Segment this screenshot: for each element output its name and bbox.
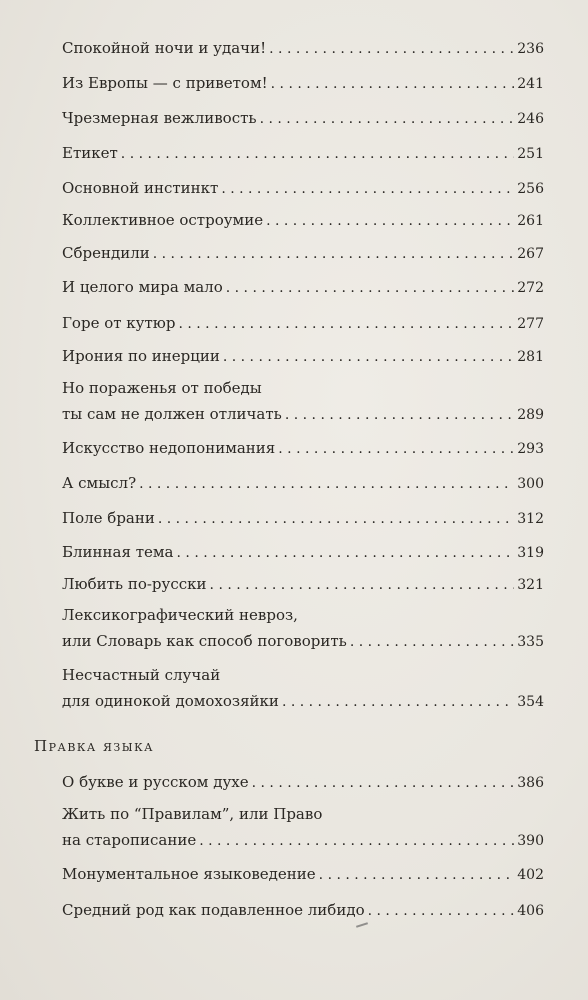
toc-entry-title-line: Жить по “Правилам”, или Право bbox=[62, 805, 323, 823]
dot-leader bbox=[368, 901, 515, 921]
toc-entry bbox=[62, 378, 544, 425]
toc-entry-page: 261 bbox=[517, 213, 544, 229]
toc-entry-page: 281 bbox=[517, 349, 544, 365]
toc-entry bbox=[62, 73, 544, 94]
toc-entry-title: Ирония по инерции bbox=[62, 347, 220, 365]
dot-leader bbox=[121, 144, 514, 164]
toc-entry-title: Монументальное языковедение bbox=[62, 865, 316, 883]
toc-entry-page: 267 bbox=[517, 246, 544, 262]
toc-entry-title: Средний род как подавленное либидо bbox=[62, 901, 365, 919]
dot-leader bbox=[226, 278, 515, 298]
toc-entry bbox=[62, 277, 544, 298]
toc-entry-page: 335 bbox=[517, 634, 544, 650]
toc-entry bbox=[62, 313, 544, 334]
dot-leader bbox=[158, 509, 514, 529]
toc-entry-page: 256 bbox=[517, 181, 544, 197]
toc-entry bbox=[62, 508, 544, 529]
dot-leader bbox=[350, 632, 514, 652]
toc-entry-page: 236 bbox=[517, 41, 544, 57]
toc-entry bbox=[62, 108, 544, 129]
section-heading: Правка языка bbox=[34, 737, 154, 755]
toc-entry-title: Любить по-русски bbox=[62, 575, 207, 593]
toc-entry-page: 312 bbox=[517, 511, 544, 527]
dot-leader bbox=[223, 347, 514, 367]
dot-leader bbox=[139, 474, 514, 494]
toc-entry bbox=[62, 665, 544, 712]
toc-entry-page: 386 bbox=[517, 775, 544, 791]
toc-entry-page: 241 bbox=[517, 76, 544, 92]
toc-entry bbox=[62, 178, 544, 199]
toc-entry-title-line: Лексикографический невроз, bbox=[62, 606, 298, 624]
dot-leader bbox=[221, 179, 514, 199]
toc-entry-page: 402 bbox=[517, 867, 544, 883]
toc-entry-title: Искусство недопонимания bbox=[62, 439, 276, 457]
toc-entry-page: 246 bbox=[517, 111, 544, 127]
toc-entry-title: Из Европы — с приветом! bbox=[62, 74, 268, 92]
toc-entry-page: 390 bbox=[517, 833, 544, 849]
toc-entry bbox=[62, 900, 544, 921]
toc-entry bbox=[62, 605, 544, 652]
toc-entry-page: 289 bbox=[517, 407, 544, 423]
toc-entry-page: 354 bbox=[517, 694, 544, 710]
toc-entry-page: 321 bbox=[517, 577, 544, 593]
toc-entry-title: Горе от кутюр bbox=[62, 314, 176, 332]
toc-entry-title: Блинная тема bbox=[62, 543, 174, 561]
toc-entry bbox=[62, 864, 544, 885]
dot-leader bbox=[153, 244, 515, 264]
toc-entry-title-line: ты сам не должен отличать bbox=[62, 405, 282, 423]
toc-entry bbox=[62, 473, 544, 494]
dot-leader bbox=[210, 575, 515, 595]
dot-leader bbox=[252, 773, 515, 793]
toc-entry-title: Етикет bbox=[62, 144, 118, 162]
dot-leader bbox=[178, 314, 514, 334]
dot-leader bbox=[319, 865, 515, 885]
toc-entry bbox=[62, 210, 544, 231]
dot-leader bbox=[177, 543, 515, 563]
toc-entry-title: Основной инстинкт bbox=[62, 179, 219, 197]
dot-leader bbox=[269, 39, 514, 59]
toc-entry-title: Спокойной ночи и удачи! bbox=[62, 39, 267, 57]
toc-entry-page: 272 bbox=[517, 280, 544, 296]
toc-entry-title: Поле брани bbox=[62, 509, 155, 527]
toc-entry-title: О букве и русском духе bbox=[62, 773, 249, 791]
toc-entry bbox=[62, 38, 544, 59]
toc-entry-page: 251 bbox=[517, 146, 544, 162]
toc-entry-title-line: Но пораженья от победы bbox=[62, 379, 262, 397]
toc-entry bbox=[62, 243, 544, 264]
toc-entry bbox=[62, 143, 544, 164]
toc-entry-title-line: или Словарь как способ поговорить bbox=[62, 632, 347, 650]
toc-entry-page: 293 bbox=[517, 441, 544, 457]
toc-entry-page: 319 bbox=[517, 545, 544, 561]
dot-leader bbox=[271, 74, 515, 94]
toc-entry-title-line: Несчастный случай bbox=[62, 666, 221, 684]
toc-entry-page: 406 bbox=[517, 903, 544, 919]
toc-entry bbox=[62, 542, 544, 563]
dot-leader bbox=[199, 831, 514, 851]
pencil-mark bbox=[356, 922, 368, 928]
toc-entry bbox=[62, 574, 544, 595]
toc-entry bbox=[62, 804, 544, 851]
toc-entry-title: Коллективное остроумие bbox=[62, 211, 264, 229]
toc-entry-title: Чрезмерная вежливость bbox=[62, 109, 257, 127]
toc-entry-title: А смысл? bbox=[62, 474, 137, 492]
dot-leader bbox=[278, 439, 514, 459]
toc-entry-title: И целого мира мало bbox=[62, 278, 223, 296]
toc-entry bbox=[62, 772, 544, 793]
toc-entry bbox=[62, 438, 544, 459]
toc-entry-title-line: для одинокой домохозяйки bbox=[62, 692, 279, 710]
toc-entry-page: 277 bbox=[517, 316, 544, 332]
dot-leader bbox=[260, 109, 515, 129]
toc-entry bbox=[62, 346, 544, 367]
toc-entry-page: 300 bbox=[517, 476, 544, 492]
dot-leader bbox=[266, 211, 514, 231]
dot-leader bbox=[282, 692, 514, 712]
toc-entry-title-line: на старописание bbox=[62, 831, 197, 849]
dot-leader bbox=[285, 405, 514, 425]
toc-entry-title: Сбрендили bbox=[62, 244, 150, 262]
